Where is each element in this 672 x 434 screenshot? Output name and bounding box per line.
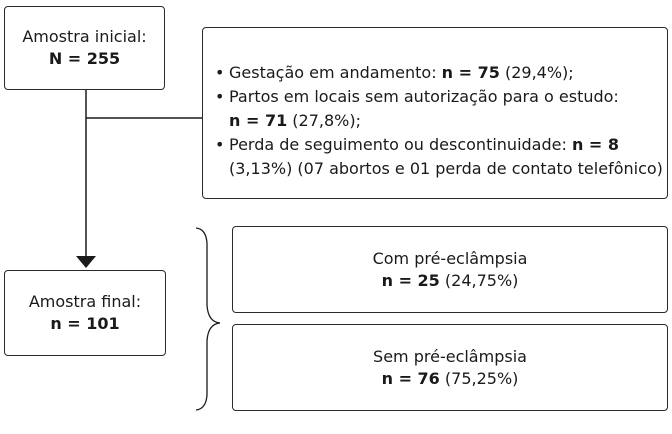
exclusion-item-ongoing-pregnancy xyxy=(213,61,663,85)
exclusion-item-unauthorized-births xyxy=(213,85,663,133)
group-without-preeclampsia-box xyxy=(232,324,668,411)
group-count-line xyxy=(382,368,519,390)
final-sample-count: n = 101 xyxy=(50,314,120,333)
final-sample-box xyxy=(4,270,166,356)
group-count-line xyxy=(382,270,519,292)
initial-sample-box xyxy=(4,6,165,90)
exclusion-count: n = 75 xyxy=(441,63,500,82)
group-count: n = 76 xyxy=(381,368,440,388)
arrowhead-down-icon xyxy=(76,256,96,268)
final-sample-label: Amostra final: xyxy=(28,292,142,311)
curly-brace xyxy=(196,228,220,410)
initial-sample-label: Amostra inicial: xyxy=(22,27,147,46)
exclusion-percent: (27,8%); xyxy=(287,111,361,130)
exclusion-text: Partos em locais sem autorização para o estudo: xyxy=(229,87,619,106)
initial-sample-count: N = 255 xyxy=(48,49,121,68)
exclusion-text: Perda de seguimento ou descontinuidade: xyxy=(229,135,572,154)
group-with-preeclampsia-box xyxy=(232,226,668,313)
exclusion-percent: (29,4%); xyxy=(499,63,574,82)
group-title: Com pré-eclâmpsia xyxy=(372,248,528,268)
exclusion-item-loss-to-follow-up xyxy=(213,133,663,181)
group-percent: (75,25%) xyxy=(439,368,519,388)
exclusion-detail: (3,13%) (07 abortos e 01 perda de contato telefônico) xyxy=(229,159,663,178)
exclusions-list xyxy=(213,61,663,181)
exclusion-count: n = 71 xyxy=(229,111,288,130)
group-count: n = 25 xyxy=(381,270,440,290)
exclusions-box xyxy=(202,27,668,199)
group-percent: (24,75%) xyxy=(439,270,519,290)
exclusion-count: n = 8 xyxy=(571,135,620,154)
group-title: Sem pré-eclâmpsia xyxy=(373,346,527,366)
exclusion-text: Gestação em andamento: xyxy=(229,63,442,82)
